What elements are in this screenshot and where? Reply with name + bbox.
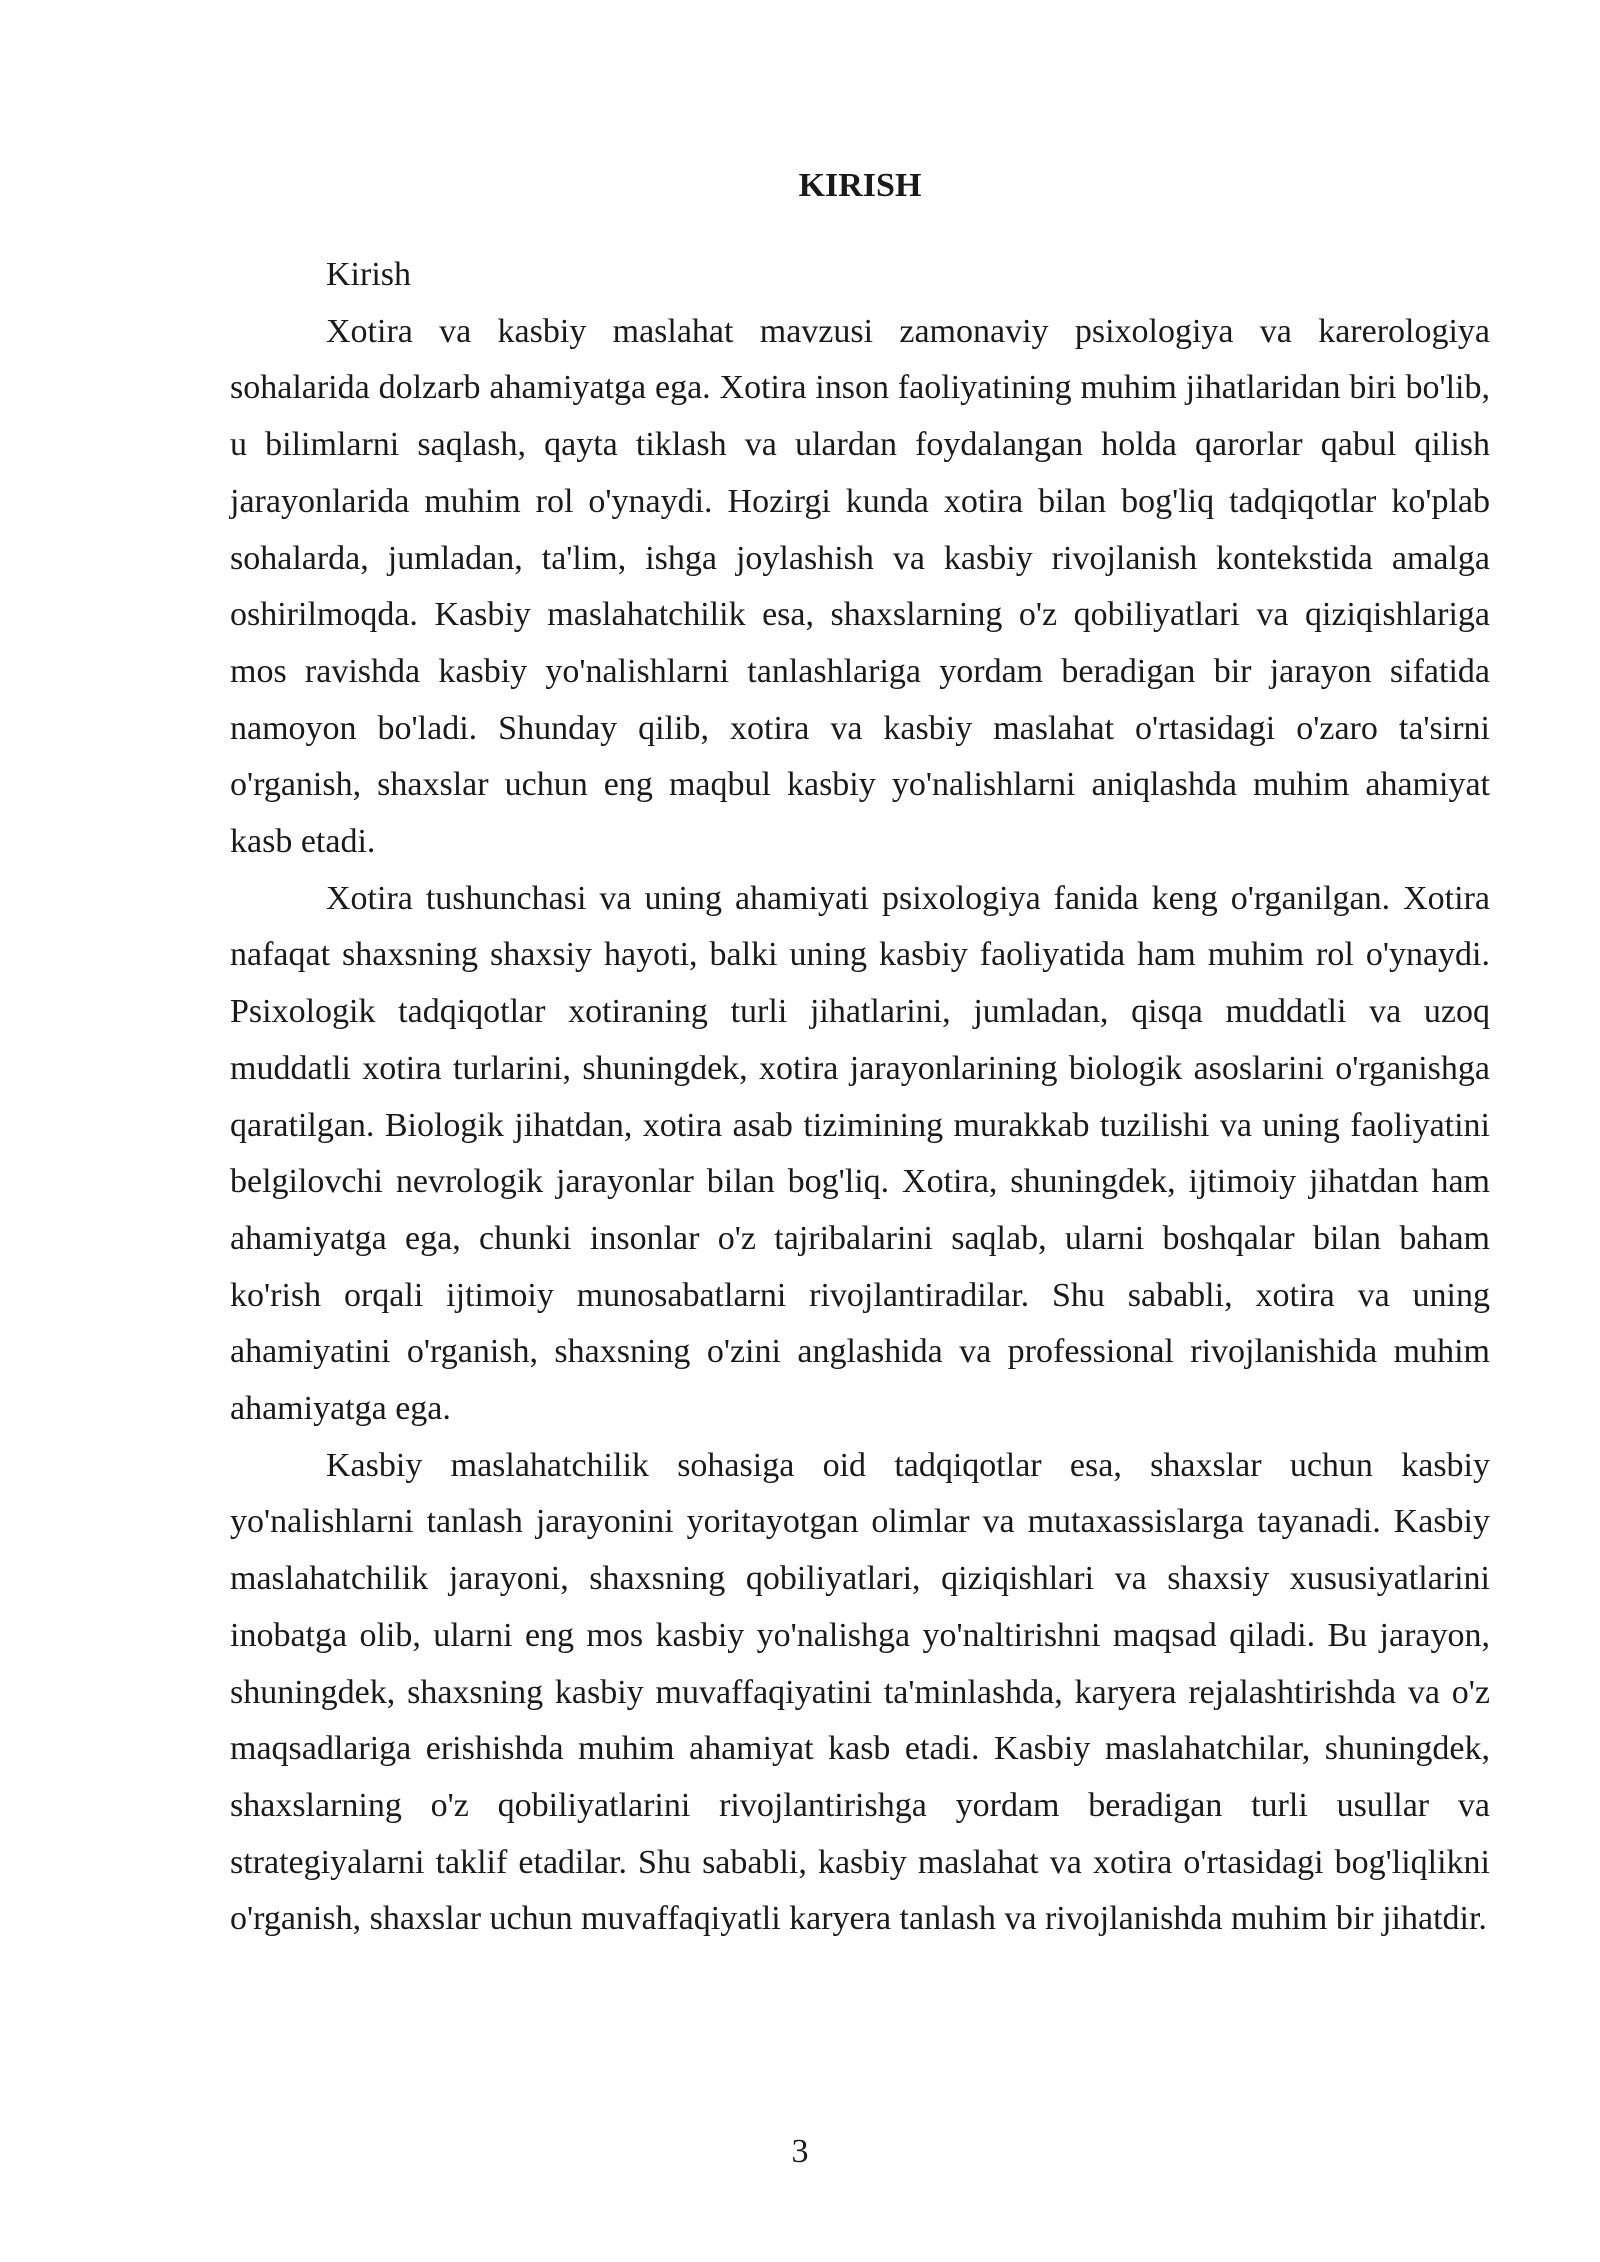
page-number: 3: [791, 2133, 809, 2170]
page-title: KIRISH: [798, 167, 922, 204]
paragraph-2: Xotira tushunchasi va uning ahamiyati psixologiya fanida keng o'rganilgan. Xotira nafaqat shaxsning shaxsiy hayoti, balki uning kasbiy faoliyatida ham muhim rol o'ynaydi. Psixologik tadqiqotlar xotiraning turli jihatlarini, jumladan, qisqa muddatli va uzoq muddatli xotira turlarini, shuningdek, xotira jarayonlarining biologik asoslarini o'rganishga qaratilgan. Biologik jihatdan, xotira asab tizimining murakkab tuzilishi va uning faoliyatini belgilovchi nevrologik jarayonlar bilan bog'liq. Xotira, shuningdek, ijtimoiy jihatdan ham ahamiyatga ega, chunki insonlar o'z tajribalarini saqlab, ularni boshqalar bilan baham ko'rish orqali ijtimoiy munosabatlarni rivojlantiradilar. Shu sababli, xotira va uning ahamiyatini o'rganish, shaxsning o'zini anglashida va professional rivojlanishida muhim ahamiyatga ega.: [230, 879, 1490, 1428]
paragraph-1: Xotira va kasbiy maslahat mavzusi zamonaviy psixologiya va karerologiya sohalarida dolzarb ahamiyatga ega. Xotira inson faoliyatining muhim jihatlaridan biri bo'lib, u bilimlarni saqlash, qayta tiklash va ulardan foydalangan holda qarorlar qabul qilish jarayonlarida muhim rol o'ynaydi. Hozirgi kunda xotira bilan bog'liq tadqiqotlar ko'plab sohalarda, jumladan, ta'lim, ishga joylashish va kasbiy rivojlanish kontekstida amalga oshirilmoqda. Kasbiy maslahatchilik esa, shaxslarning o'z qobiliyatlari va qiziqishlariga mos ravishda kasbiy yo'nalishlarni tanlashlariga yordam beradigan bir jarayon sifatida namoyon bo'ladi. Shunday qilib, xotira va kasbiy maslahat o'rtasidagi o'zaro ta'sirni o'rganish, shaxslar uchun eng maqbul kasbiy yo'nalishlarni aniqlashda muhim ahamiyat kasb etadi.: [230, 312, 1490, 861]
subheading: Kirish: [326, 256, 411, 293]
paragraph-3: Kasbiy maslahatchilik sohasiga oid tadqiqotlar esa, shaxslar uchun kasbiy yo'nalishlarni tanlash jarayonini yoritayotgan olimlar va mutaxassislarga tayanadi. Kasbiy maslahatchilik jarayoni, shaxsning qobiliyatlari, qiziqishlari va shaxsiy xususiyatlarini inobatga olib, ularni eng mos kasbiy yo'nalishga yo'naltirishni maqsad qiladi. Bu jarayon, shuningdek, shaxsning kasbiy muvaffaqiyatini ta'minlashda, karyera rejalashtirishda va o'z maqsadlariga erishishda muhim ahamiyat kasb etadi. Kasbiy maslahatchilar, shuningdek, shaxslarning o'z qobiliyatlarini rivojlantirishga yordam beradigan turli usullar va strategiyalarni taklif etadilar. Shu sababli, kasbiy maslahat va xotira o'rtasidagi bog'liqlikni o'rganish, shaxslar uchun muvaffaqiyatli karyera tanlash va rivojlanishda muhim bir jihatdir.: [230, 1446, 1490, 1938]
document-body: [230, 247, 1490, 1948]
